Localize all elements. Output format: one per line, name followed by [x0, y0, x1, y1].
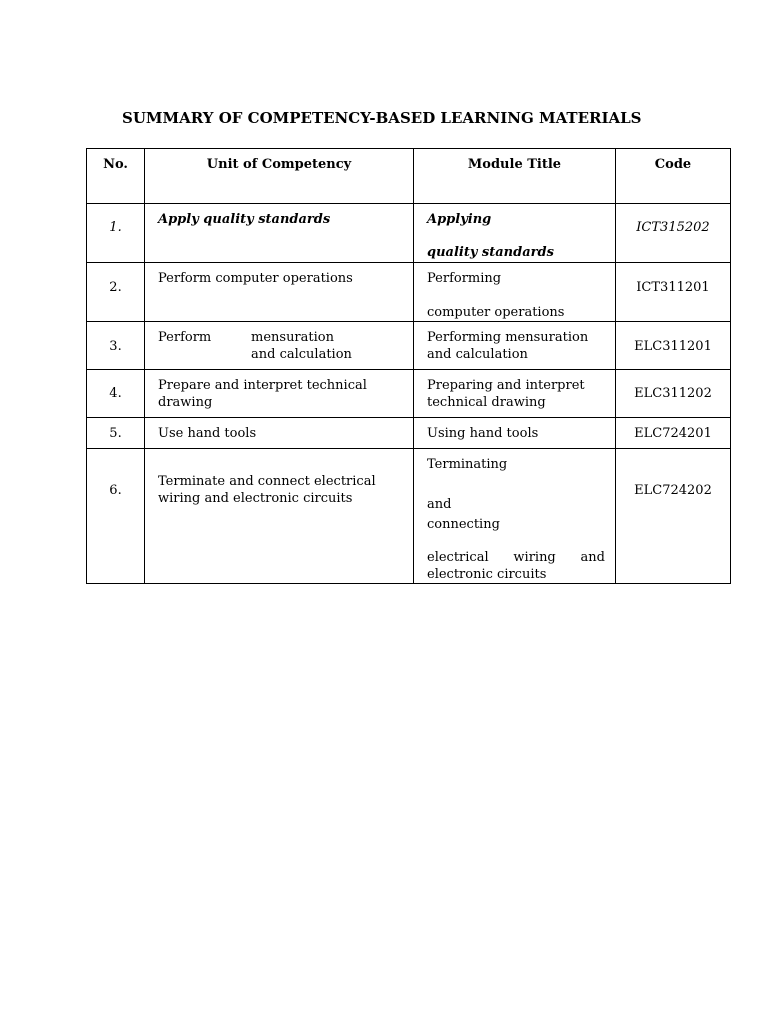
- header-module-label: Module Title: [467, 157, 562, 172]
- unit-cell: [145, 263, 414, 322]
- code-cell: [616, 204, 731, 263]
- module-line: Terminating: [427, 457, 508, 472]
- row-number: [87, 204, 145, 263]
- unit-text: [145, 322, 413, 363]
- module-cell: [414, 370, 616, 418]
- module-line: Performing: [427, 271, 502, 286]
- module-line: connecting: [427, 517, 500, 532]
- row-number: [87, 322, 145, 370]
- module-line: and calculation: [427, 347, 528, 362]
- code-cell: [616, 418, 731, 449]
- module-text: Using hand tools: [427, 426, 539, 441]
- table-row: [87, 263, 731, 322]
- module-line: [427, 549, 605, 566]
- code-cell: [616, 449, 731, 584]
- table-row: [87, 204, 731, 263]
- module-cell: [414, 449, 616, 584]
- module-word: electrical: [427, 550, 489, 565]
- unit-text: Apply quality standards: [158, 212, 331, 227]
- unit-cell: [145, 204, 414, 263]
- module-line: and: [427, 497, 452, 512]
- code-cell: [616, 263, 731, 322]
- module-text: [414, 204, 615, 261]
- module-line: computer operations: [427, 305, 565, 320]
- unit-line: drawing: [158, 395, 213, 410]
- row-number-text: 5.: [109, 426, 122, 441]
- table-header-row: [87, 149, 731, 204]
- code-cell: [616, 370, 731, 418]
- code-text: ELC311201: [634, 339, 712, 354]
- unit-text: [145, 449, 413, 507]
- code-text: ICT311201: [636, 280, 710, 295]
- module-cell: [414, 322, 616, 370]
- header-code-label: Code: [654, 157, 692, 172]
- row-number: [87, 418, 145, 449]
- header-unit-label: Unit of Competency: [206, 157, 352, 172]
- row-number: [87, 263, 145, 322]
- table-row: [87, 370, 731, 418]
- unit-cell: [145, 418, 414, 449]
- unit-line: wiring and electronic circuits: [158, 491, 353, 506]
- row-number-text: 1.: [109, 220, 122, 235]
- row-number-text: 2.: [109, 280, 122, 295]
- module-text: [414, 263, 615, 321]
- header-code: [616, 149, 731, 204]
- module-text: [414, 370, 615, 411]
- table-row: [87, 449, 731, 584]
- row-number-text: 4.: [109, 386, 122, 401]
- code-cell: [616, 322, 731, 370]
- module-line: Performing mensuration: [427, 330, 589, 345]
- table-row: [87, 418, 731, 449]
- code-text: ELC724201: [634, 426, 712, 441]
- header-no: [87, 149, 145, 204]
- unit-word: Perform: [158, 330, 212, 345]
- unit-line: [158, 329, 403, 346]
- page-title: SUMMARY OF COMPETENCY-BASED LEARNING MATERIALS: [122, 109, 642, 127]
- module-word: wiring: [513, 550, 556, 565]
- competency-table: [86, 148, 731, 584]
- header-no-label: No.: [103, 157, 128, 172]
- row-number: [87, 449, 145, 584]
- code-text: ICT315202: [636, 220, 710, 235]
- row-number: [87, 370, 145, 418]
- module-cell: [414, 418, 616, 449]
- module-cell: [414, 204, 616, 263]
- module-line: quality standards: [427, 245, 554, 260]
- unit-word: mensuration: [251, 330, 334, 345]
- unit-cell: [145, 449, 414, 584]
- module-line: Preparing and interpret: [427, 378, 585, 393]
- unit-text: Perform computer operations: [158, 271, 353, 286]
- module-text: [414, 449, 615, 583]
- row-number-text: 3.: [109, 339, 122, 354]
- unit-cell: [145, 322, 414, 370]
- unit-line: Terminate and connect electrical: [158, 474, 376, 489]
- unit-text: Use hand tools: [158, 426, 257, 441]
- header-module: [414, 149, 616, 204]
- unit-line: Prepare and interpret technical: [158, 378, 367, 393]
- code-text: ELC311202: [634, 386, 712, 401]
- module-line: Applying: [427, 212, 492, 227]
- module-line: electronic circuits: [427, 567, 547, 582]
- module-word: and: [580, 550, 605, 565]
- module-cell: [414, 263, 616, 322]
- code-text: ELC724202: [634, 483, 712, 498]
- module-text: [414, 322, 615, 363]
- unit-text: [145, 370, 413, 411]
- header-unit: [145, 149, 414, 204]
- table-row: [87, 322, 731, 370]
- module-line: technical drawing: [427, 395, 546, 410]
- row-number-text: 6.: [109, 483, 122, 498]
- unit-line: and calculation: [251, 347, 352, 362]
- unit-cell: [145, 370, 414, 418]
